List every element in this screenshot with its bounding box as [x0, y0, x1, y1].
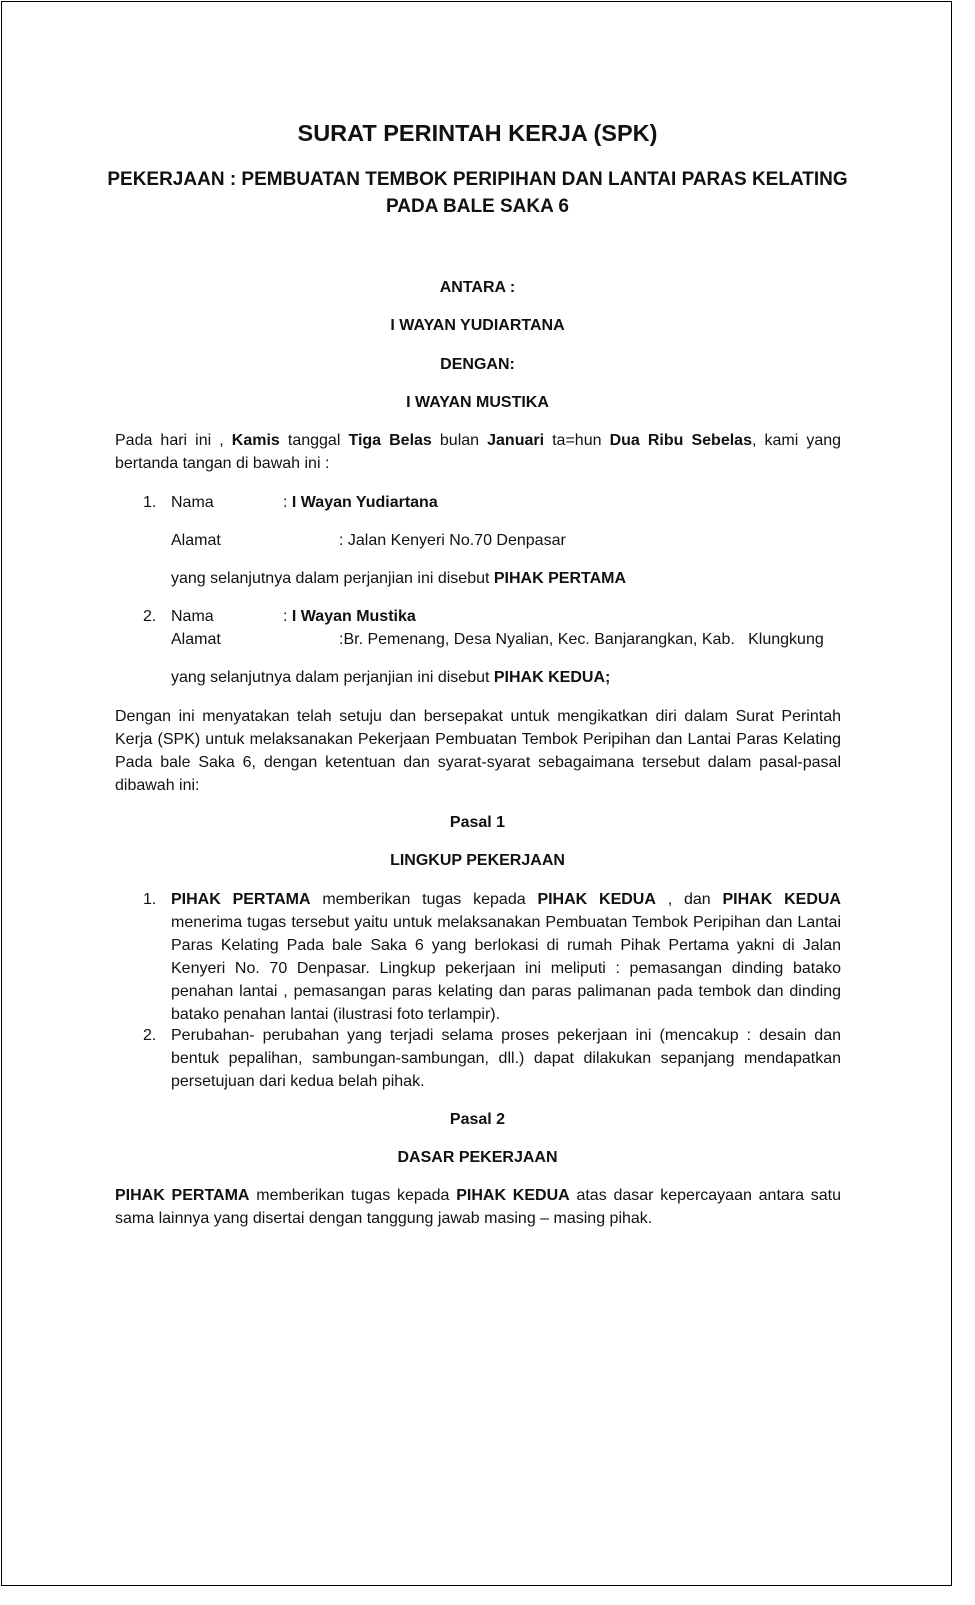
pihak-kedua-label: PIHAK KEDUA	[537, 891, 656, 908]
item-text: menerima tugas tersebut yaitu untuk melaksanakan Pembuatan Tembok Peripihan dan Lantai Paras Kelating Pada bale Saka 6 yang berlokasi di rumah Pihak Pertama yakni di Jalan Kenyeri No. 70 Denpasar. Lingkup pekerjaan ini meliputi : pemasangan dinding batako penahan lantai , pemasangan paras kelating dan paras palimanan pada tembok dan dinding batako penahan lantai (ilustrasi foto terlampir).	[171, 914, 841, 1023]
party2-alamat-label: Alamat	[171, 631, 221, 648]
item-text: memberikan tugas kepada	[310, 891, 538, 908]
pasal2-subtitle: DASAR PEKERJAAN	[397, 1149, 558, 1166]
agreement-paragraph: Dengan ini menyatakan telah setuju dan bersepakat untuk mengikatkan diri dalam Surat Perintah Kerja (SPK) untuk melaksanakan Pekerjaan Pembuatan Tembok Peripihan dan Lantai Paras Kelating Pada bale Saka 6, dengan ketentuan dan syarat-syarat sebagaimana tersebut dalam pasal-pasal dibawah ini:	[115, 708, 841, 794]
document-subtitle	[2, 166, 953, 220]
pihak-pertama-label: PIHAK PERTAMA	[171, 891, 311, 908]
party1-role: PIHAK PERTAMA	[493, 570, 627, 587]
pasal1-subtitle: LINGKUP PEKERJAAN	[390, 852, 565, 869]
item-text: , dan	[655, 891, 723, 908]
party2-nama: I Wayan Mustika	[291, 608, 416, 625]
subtitle-line-1: PEKERJAAN : PEMBUATAN TEMBOK PERIPIHAN DAN LANTAI PARAS KELATING	[107, 169, 848, 190]
intro-year: Dua Ribu Sebelas	[609, 432, 752, 449]
pihak-pertama-label: PIHAK PERTAMA	[115, 1187, 250, 1204]
party2-role-line	[171, 666, 610, 689]
pasal2-paragraph	[115, 1184, 841, 1230]
dengan-heading: DENGAN:	[440, 356, 515, 373]
subtitle-line-2: PADA BALE SAKA 6	[386, 196, 569, 217]
party1-nama: I Wayan Yudiartana	[291, 494, 438, 511]
pihak-kedua-label: PIHAK KEDUA	[722, 891, 841, 908]
intro-text: bulan	[431, 432, 488, 449]
pasal1-item1-number: 1.	[143, 891, 157, 908]
party2-nama-label: Nama	[171, 608, 214, 625]
pasal1-title: Pasal 1	[449, 814, 506, 831]
paragraph-text: atas dasar kepercayaan antara satu sama lainnya yang disertai dengan tanggung jawab masing – masing pihak.	[115, 1187, 842, 1227]
party1-role-text: yang selanjutnya dalam perjanjian ini disebut	[171, 570, 494, 587]
party2-role-text: yang selanjutnya dalam perjanjian ini disebut	[171, 669, 494, 686]
intro-day: Kamis	[231, 432, 280, 449]
intro-text: , kami yang bertanda tangan di bawah ini :	[115, 432, 842, 472]
intro-text: ta=hun	[544, 432, 610, 449]
party2-nama-value: : I Wayan Mustika	[283, 608, 416, 625]
party2-alamat-value: :Br. Pemenang, Desa Nyalian, Kec. Banjarangkan, Kab. Klungkung	[339, 631, 824, 648]
pasal1-item2-text: Perubahan- perubahan yang terjadi selama proses pekerjaan ini (mencakup : desain dan bentuk pepalihan, sambungan-sambungan, dll.) dapat dilakukan sepanjang mendapatkan persetujuan dari kedua belah pihak.	[171, 1027, 841, 1090]
intro-text: tanggal	[279, 432, 349, 449]
intro-text: Pada hari ini ,	[115, 432, 232, 449]
party1-role-line	[171, 567, 626, 590]
party2-number: 2.	[143, 608, 157, 625]
party1-alamat-value: : Jalan Kenyeri No.70 Denpasar	[339, 532, 566, 549]
party1-nama-value: : I Wayan Yudiartana	[283, 494, 438, 511]
document-page	[1, 1, 952, 1586]
pihak-kedua-label: PIHAK KEDUA	[456, 1187, 570, 1204]
pasal1-item2-number: 2.	[143, 1027, 157, 1044]
pasal2-title: Pasal 2	[449, 1111, 506, 1128]
pasal1-item1-text	[171, 888, 841, 1026]
party1-heading: I WAYAN YUDIARTANA	[390, 317, 565, 334]
intro-paragraph	[115, 429, 841, 475]
party2-heading: I WAYAN MUSTIKA	[406, 394, 549, 411]
paragraph-text: memberikan tugas kepada	[249, 1187, 457, 1204]
party2-role: PIHAK KEDUA;	[493, 669, 611, 686]
party1-alamat-label: Alamat	[171, 532, 221, 549]
party1-nama-label: Nama	[171, 494, 214, 511]
document-title: SURAT PERINTAH KERJA (SPK)	[297, 120, 658, 146]
intro-date: Tiga Belas	[348, 432, 432, 449]
party1-number: 1.	[143, 494, 157, 511]
antara-heading: ANTARA :	[439, 279, 516, 296]
intro-month: Januari	[487, 432, 545, 449]
